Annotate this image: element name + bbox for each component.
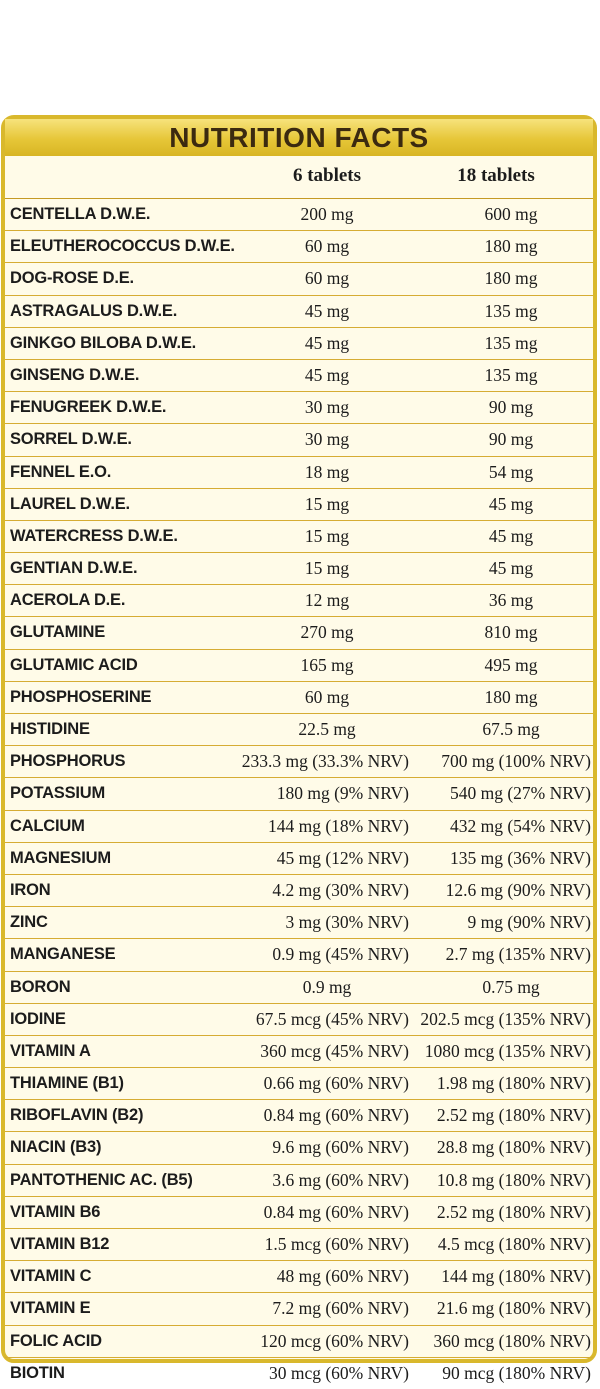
table-row (5, 199, 593, 231)
nutrient-name: BIOTIN (10, 1363, 65, 1382)
nutrient-name: GLUTAMINE (10, 623, 106, 642)
amount-6-tablets: 48 mg (60% NRV) (276, 1266, 409, 1287)
table-row (5, 1229, 593, 1261)
table-row (5, 682, 593, 714)
amount-6-tablets: 120 mcg (60% NRV) (260, 1330, 409, 1351)
amount-6-tablets: 60 mg (304, 236, 350, 257)
nutrient-name: RIBOFLAVIN (B2) (10, 1106, 144, 1125)
amount-18-tablets: 9 mg (90% NRV) (467, 912, 591, 933)
amount-18-tablets: 90 mcg (180% NRV) (442, 1362, 591, 1383)
amount-6-tablets: 45 mg (12% NRV) (276, 847, 409, 868)
nutrient-name: FOLIC ACID (10, 1331, 102, 1350)
amount-6-tablets: 60 mg (304, 686, 350, 707)
nutrient-name: VITAMIN B6 (10, 1202, 101, 1221)
table-row (5, 746, 593, 778)
amount-6-tablets: 22.5 mg (298, 719, 356, 739)
nutrient-name: GINSENG D.W.E. (10, 365, 140, 384)
amount-6-tablets: 165 mg (300, 654, 354, 675)
table-row (5, 1358, 593, 1389)
table-row (5, 617, 593, 649)
amount-6-tablets: 200 mg (300, 204, 354, 224)
amount-18-tablets: 600 mg (484, 204, 538, 224)
amount-6-tablets: 0.66 mg (60% NRV) (263, 1073, 409, 1094)
amount-18-tablets: 144 mg (180% NRV) (441, 1266, 591, 1287)
amount-6-tablets: 12 mg (304, 590, 350, 611)
table-row (5, 1132, 593, 1164)
amount-18-tablets: 45 mg (488, 493, 534, 514)
nutrient-name: LAUREL D.W.E. (10, 494, 130, 513)
table-row (5, 263, 593, 295)
nutrient-name: POTASSIUM (10, 784, 106, 803)
table-row (5, 392, 593, 424)
nutrition-facts-title: NUTRITION FACTS (5, 119, 593, 156)
amount-18-tablets: 432 mg (54% NRV) (449, 815, 591, 836)
nutrient-name: HISTIDINE (10, 720, 90, 738)
amount-6-tablets: 45 mg (304, 332, 350, 353)
amount-18-tablets: 540 mg (27% NRV) (449, 783, 591, 804)
nutrient-name: CALCIUM (10, 816, 85, 835)
amount-6-tablets: 0.9 mg (45% NRV) (272, 944, 409, 965)
amount-18-tablets: 135 mg (484, 364, 538, 385)
table-row (5, 1036, 593, 1068)
table-row (5, 328, 593, 360)
nutrient-name: PANTOTHENIC AC. (B5) (10, 1170, 193, 1189)
amount-6-tablets: 0.84 mg (60% NRV) (263, 1201, 409, 1222)
amount-18-tablets: 2.52 mg (180% NRV) (436, 1201, 591, 1222)
amount-18-tablets: 67.5 mg (482, 719, 540, 739)
nutrient-name: IRON (10, 880, 51, 899)
amount-6-tablets: 9.6 mg (60% NRV) (272, 1137, 409, 1158)
amount-18-tablets: 1.98 mg (180% NRV) (436, 1073, 591, 1094)
amount-18-tablets: 54 mg (488, 461, 534, 482)
table-row (5, 231, 593, 263)
amount-6-tablets: 3 mg (30% NRV) (285, 912, 409, 933)
amount-18-tablets: 4.5 mcg (180% NRV) (437, 1234, 591, 1254)
nutrient-name: SORREL D.W.E. (10, 430, 132, 449)
amount-18-tablets: 12.6 mg (90% NRV) (445, 879, 591, 900)
amount-6-tablets: 7.2 mg (60% NRV) (272, 1298, 409, 1319)
amount-18-tablets: 2.52 mg (180% NRV) (436, 1105, 591, 1126)
nutrient-name: GLUTAMIC ACID (10, 655, 138, 674)
amount-18-tablets: 180 mg (484, 236, 538, 257)
table-row (5, 1293, 593, 1325)
nutrient-name: FENUGREEK D.W.E. (10, 398, 167, 417)
nutrient-name: VITAMIN A (10, 1041, 91, 1060)
amount-18-tablets: 90 mg (488, 397, 534, 418)
nutrient-name: THIAMINE (B1) (10, 1074, 124, 1093)
amount-18-tablets: 90 mg (488, 429, 534, 450)
amount-18-tablets: 135 mg (36% NRV) (449, 847, 591, 868)
amount-6-tablets: 1.5 mcg (60% NRV) (264, 1234, 409, 1254)
amount-18-tablets: 180 mg (484, 686, 538, 707)
table-row (5, 521, 593, 553)
amount-18-tablets: 28.8 mg (180% NRV) (436, 1137, 591, 1158)
nutrition-facts-panel (1, 115, 597, 1383)
nutrient-name: BORON (10, 977, 71, 996)
amount-6-tablets: 270 mg (300, 622, 354, 643)
amount-6-tablets: 15 mg (304, 493, 350, 514)
nutrient-name: FENNEL E.O. (10, 462, 112, 481)
table-row (5, 1100, 593, 1132)
nutrient-name: MANGANESE (10, 945, 116, 964)
table-row (5, 553, 593, 585)
nutrient-name: VITAMIN E (10, 1299, 91, 1318)
nutrient-name: ACEROLA D.E. (10, 591, 126, 610)
amount-6-tablets: 30 mcg (60% NRV) (268, 1362, 409, 1383)
amount-6-tablets: 0.84 mg (60% NRV) (263, 1105, 409, 1126)
table-row (5, 424, 593, 456)
table-row (5, 875, 593, 907)
nutrient-name: NIACIN (B3) (10, 1138, 102, 1157)
amount-6-tablets: 15 mg (304, 525, 350, 546)
nutrient-name: ZINC (10, 913, 48, 932)
amount-18-tablets: 202.5 mcg (135% NRV) (420, 1008, 591, 1029)
table-row (5, 1261, 593, 1293)
amount-18-tablets: 0.75 mg (482, 976, 540, 997)
table-row (5, 650, 593, 682)
amount-6-tablets: 233.3 mg (33.3% NRV) (241, 751, 409, 772)
nutrient-name: VITAMIN C (10, 1267, 92, 1286)
nutrient-name: GINKGO BILOBA D.W.E. (10, 333, 197, 352)
table-row (5, 843, 593, 875)
amount-18-tablets: 21.6 mg (180% NRV) (436, 1298, 591, 1319)
table-row (5, 1165, 593, 1197)
amount-6-tablets: 144 mg (18% NRV) (267, 815, 409, 836)
table-row (5, 811, 593, 843)
nutrient-name: ELEUTHEROCOCCUS D.W.E. (10, 237, 235, 256)
amount-18-tablets: 45 mg (488, 558, 534, 579)
table-row (5, 939, 593, 971)
nutrient-name: GENTIAN D.W.E. (10, 559, 138, 578)
amount-18-tablets: 135 mg (484, 332, 538, 353)
amount-6-tablets: 360 mcg (45% NRV) (260, 1040, 409, 1061)
nutrient-name: VITAMIN B12 (10, 1235, 110, 1253)
amount-18-tablets: 180 mg (484, 268, 538, 289)
table-row (5, 1068, 593, 1100)
table-row (5, 489, 593, 521)
amount-6-tablets: 4.2 mg (30% NRV) (272, 879, 409, 900)
nutrient-name: IODINE (10, 1009, 66, 1028)
table-row (5, 360, 593, 392)
amount-18-tablets: 360 mcg (180% NRV) (433, 1330, 591, 1351)
amount-6-tablets: 30 mg (304, 397, 350, 418)
column-header-row (5, 156, 593, 199)
amount-6-tablets: 15 mg (304, 558, 350, 579)
table-row (5, 296, 593, 328)
nutrient-name: WATERCRESS D.W.E. (10, 526, 178, 545)
amount-18-tablets: 495 mg (484, 654, 538, 675)
column-header-18-tablets: 18 tablets (457, 165, 535, 186)
amount-6-tablets: 67.5 mcg (45% NRV) (255, 1008, 409, 1029)
amount-6-tablets: 45 mg (304, 300, 350, 321)
amount-18-tablets: 810 mg (484, 622, 538, 643)
amount-18-tablets: 2.7 mg (135% NRV) (445, 944, 591, 965)
table-row (5, 778, 593, 810)
table-row (5, 1197, 593, 1229)
nutrient-name: MAGNESIUM (10, 848, 111, 867)
table-row (5, 972, 593, 1004)
amount-18-tablets: 10.8 mg (180% NRV) (436, 1169, 591, 1190)
table-row (5, 907, 593, 939)
table-row (5, 585, 593, 617)
column-header-6-tablets: 6 tablets (292, 165, 362, 186)
nutrient-name: CENTELLA D.W.E. (10, 205, 151, 223)
amount-18-tablets: 135 mg (484, 300, 538, 321)
amount-18-tablets: 1080 mcg (135% NRV) (424, 1040, 591, 1061)
amount-18-tablets: 36 mg (488, 590, 534, 611)
amount-6-tablets: 45 mg (304, 364, 350, 385)
nutrient-name: PHOSPHOSERINE (10, 687, 152, 706)
nutrient-name: PHOSPHORUS (10, 752, 126, 771)
table-row (5, 714, 593, 746)
amount-6-tablets: 30 mg (304, 429, 350, 450)
nutrient-name: DOG-ROSE D.E. (10, 269, 134, 288)
nutrient-table (5, 199, 593, 1389)
amount-6-tablets: 180 mg (9% NRV) (276, 783, 409, 804)
amount-18-tablets: 45 mg (488, 525, 534, 546)
amount-6-tablets: 18 mg (304, 461, 350, 482)
amount-18-tablets: 700 mg (100% NRV) (441, 751, 591, 772)
amount-6-tablets: 3.6 mg (60% NRV) (272, 1169, 409, 1190)
amount-6-tablets: 60 mg (304, 268, 350, 289)
table-row (5, 457, 593, 489)
amount-6-tablets: 0.9 mg (302, 976, 352, 997)
nutrient-name: ASTRAGALUS D.W.E. (10, 301, 178, 320)
table-row (5, 1004, 593, 1036)
table-row (5, 1326, 593, 1358)
